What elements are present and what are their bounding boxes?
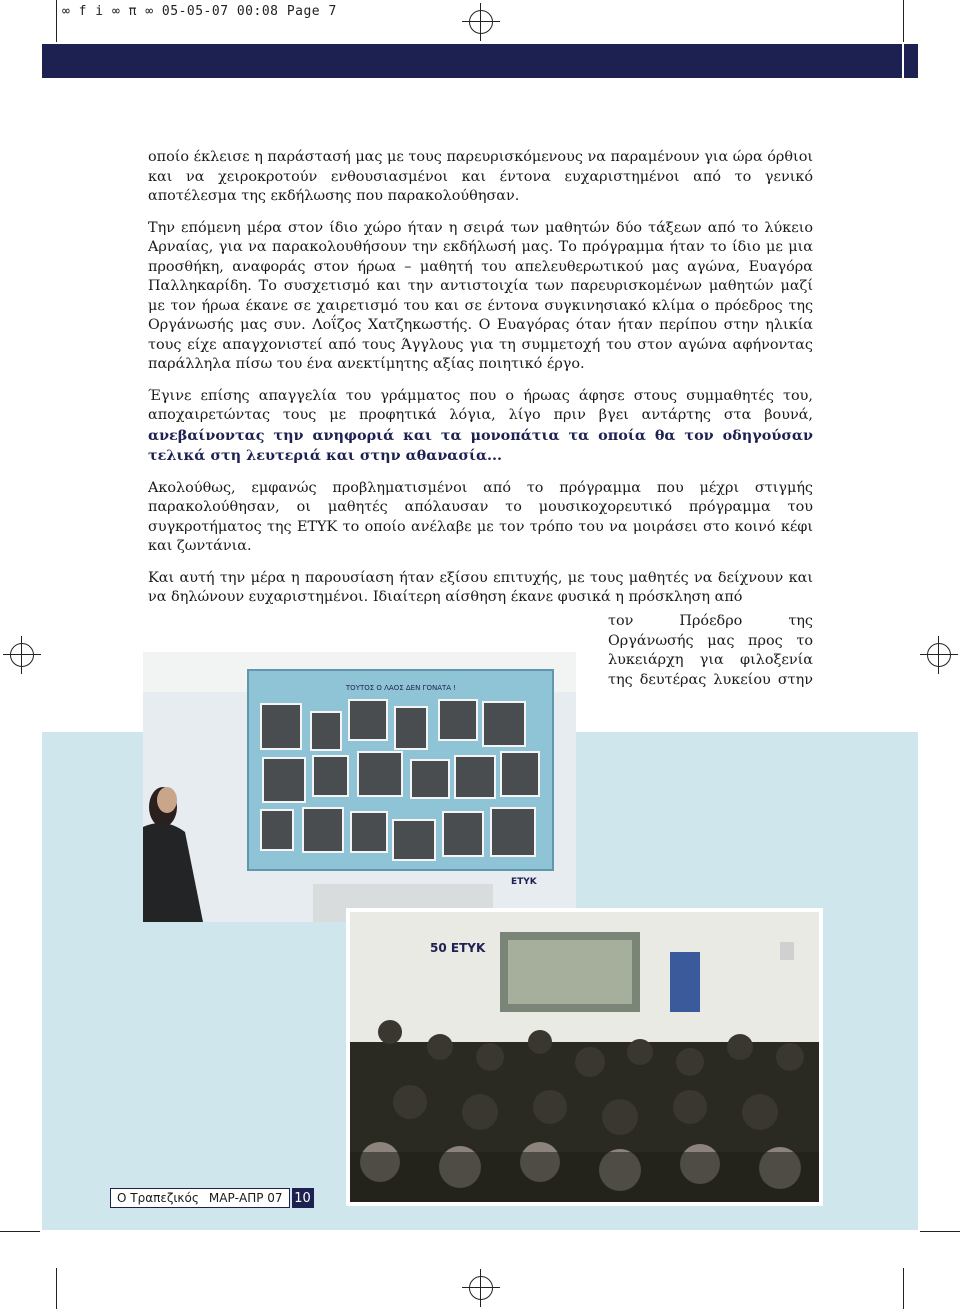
crop-mark <box>903 1268 904 1309</box>
publication-name: Ο Τραπεζικός <box>117 1191 199 1205</box>
article-body <box>148 148 813 608</box>
registration-mark <box>469 1276 493 1300</box>
print-slug: ∞ f i ∞ π ∞ 05-05-07 00:08 Page 7 <box>62 4 337 19</box>
logo-text: 50 ΕΤΥΚ <box>430 941 486 955</box>
crop-mark <box>903 0 904 42</box>
wrapped-line: της δευτέρας λυκείου στην <box>608 671 813 688</box>
crop-mark <box>56 0 57 42</box>
crop-mark <box>0 1231 40 1232</box>
page-number: 10 <box>292 1188 314 1208</box>
issue-label: ΜΑΡ-ΑΠΡ 07 <box>208 1191 283 1205</box>
audience-photo-image <box>350 912 819 1202</box>
paragraph-last: Και αυτή την μέρα η παρουσίαση ήταν εξίσου επιτυχής, με τους μαθητές να δείχνουν και να δηλώνουν ευχαριστημένοι. Ιδιαίτερη αίσθηση έκανε φυσικά η πρόσκληση από <box>148 569 813 605</box>
wrapped-line: λυκειάρχη για φιλοξενία <box>608 652 813 668</box>
header-bar-edge <box>904 44 918 78</box>
registration-mark <box>10 643 34 667</box>
wrapped-text-column <box>608 612 813 690</box>
header-bar <box>42 44 902 78</box>
quote-highlight: ανεβαίνοντας την ανηφοριά και τα μονοπάτια τα οποία θα τον οδηγούσαν τελικά στη λευτεριά και στην αθανασία... <box>148 426 813 464</box>
quote-intro: Έγινε επίσης απαγγελία του γράμματος που ο ήρωας άφησε στους συμμαθητές του, αποχαιρετώντας τους με προφητικά λόγια, λίγο πριν βγει αντάρτης στα βουνά, <box>148 387 813 423</box>
paragraph: Την επόμενη μέρα στον ίδιο χώρο ήταν η σειρά των μαθητών δύο τάξεων από το λύκειο Αρναίας, για να παρακολουθήσουν την εκδήλωσή μας. Το πρόγραμμα ήταν το ίδιο με μια προσθήκη, αναφοράς στον ήρωα – μαθητή του απελευθερωτικού μας αγώνα, Ευαγόρα Παλληκαρίδη. Το συσχετισμό και την αντιστοιχία των παρευρισκομένων μαθητών μαζί με τον ήρωα έκανε σε χαιρετισμό του και σε έντονα συγκινησιακό κλίμα ο πρόεδρος της Οργάνωσής μας συν. Λοΐζος Χατζηκωστής. Ο Ευαγόρας όταν ήταν περίπου στην ηλικία τους είχε απαγχονιστεί από τους Άγγλους για τη συμμετοχή του στον αγώνα αφήνοντας παράλληλα πίσω του ένα ανεκτίμητης αξίας ποιητικό έργο. <box>148 219 813 372</box>
paragraph: οποίο έκλεισε η παράστασή μας με τους παρευρισκόμενους να παραμένουν για ώρα όρθιοι και να χειροκροτούν ενθουσιασμένοι και έντονα ευχαριστημένοι από το γενικό αποτέλεσμα της εκδήλωσης που παρακολούθησαν. <box>148 149 813 204</box>
registration-mark <box>469 10 493 34</box>
exhibition-photo-image <box>143 652 576 922</box>
footer-label <box>110 1188 290 1208</box>
quote-paragraph <box>148 387 813 467</box>
wrapped-line: Οργάνωσής μας προς το <box>608 632 813 649</box>
paragraph: Ακολούθως, εμφανώς προβληματισμένοι από το πρόγραμμα που μέχρι στιγμής παρακολούθησαν, οι μαθητές απόλαυσαν το μουσικοχορευτικό πρόγραμμα του συγκροτήματος της ΕΤΥΚ το οποίο ανέλαβε με τον τρόπο του να μοιράσει στο κοινό κέφι και ζωντάνια. <box>148 479 813 554</box>
exhibition-photo <box>143 652 576 922</box>
wrapped-line: τον Πρόεδρο της <box>608 613 813 629</box>
page-footer <box>110 1188 314 1208</box>
crop-mark <box>920 1231 960 1232</box>
audience-photo <box>346 908 823 1206</box>
crop-mark <box>56 1268 57 1309</box>
registration-mark <box>927 643 951 667</box>
banner-text: ΤΟΥΤΟΣ Ο ΛΑΟΣ ΔΕΝ ΓΟΝΑΤΑ ! <box>345 684 457 692</box>
logo-text: ΕΤΥΚ <box>511 877 537 887</box>
